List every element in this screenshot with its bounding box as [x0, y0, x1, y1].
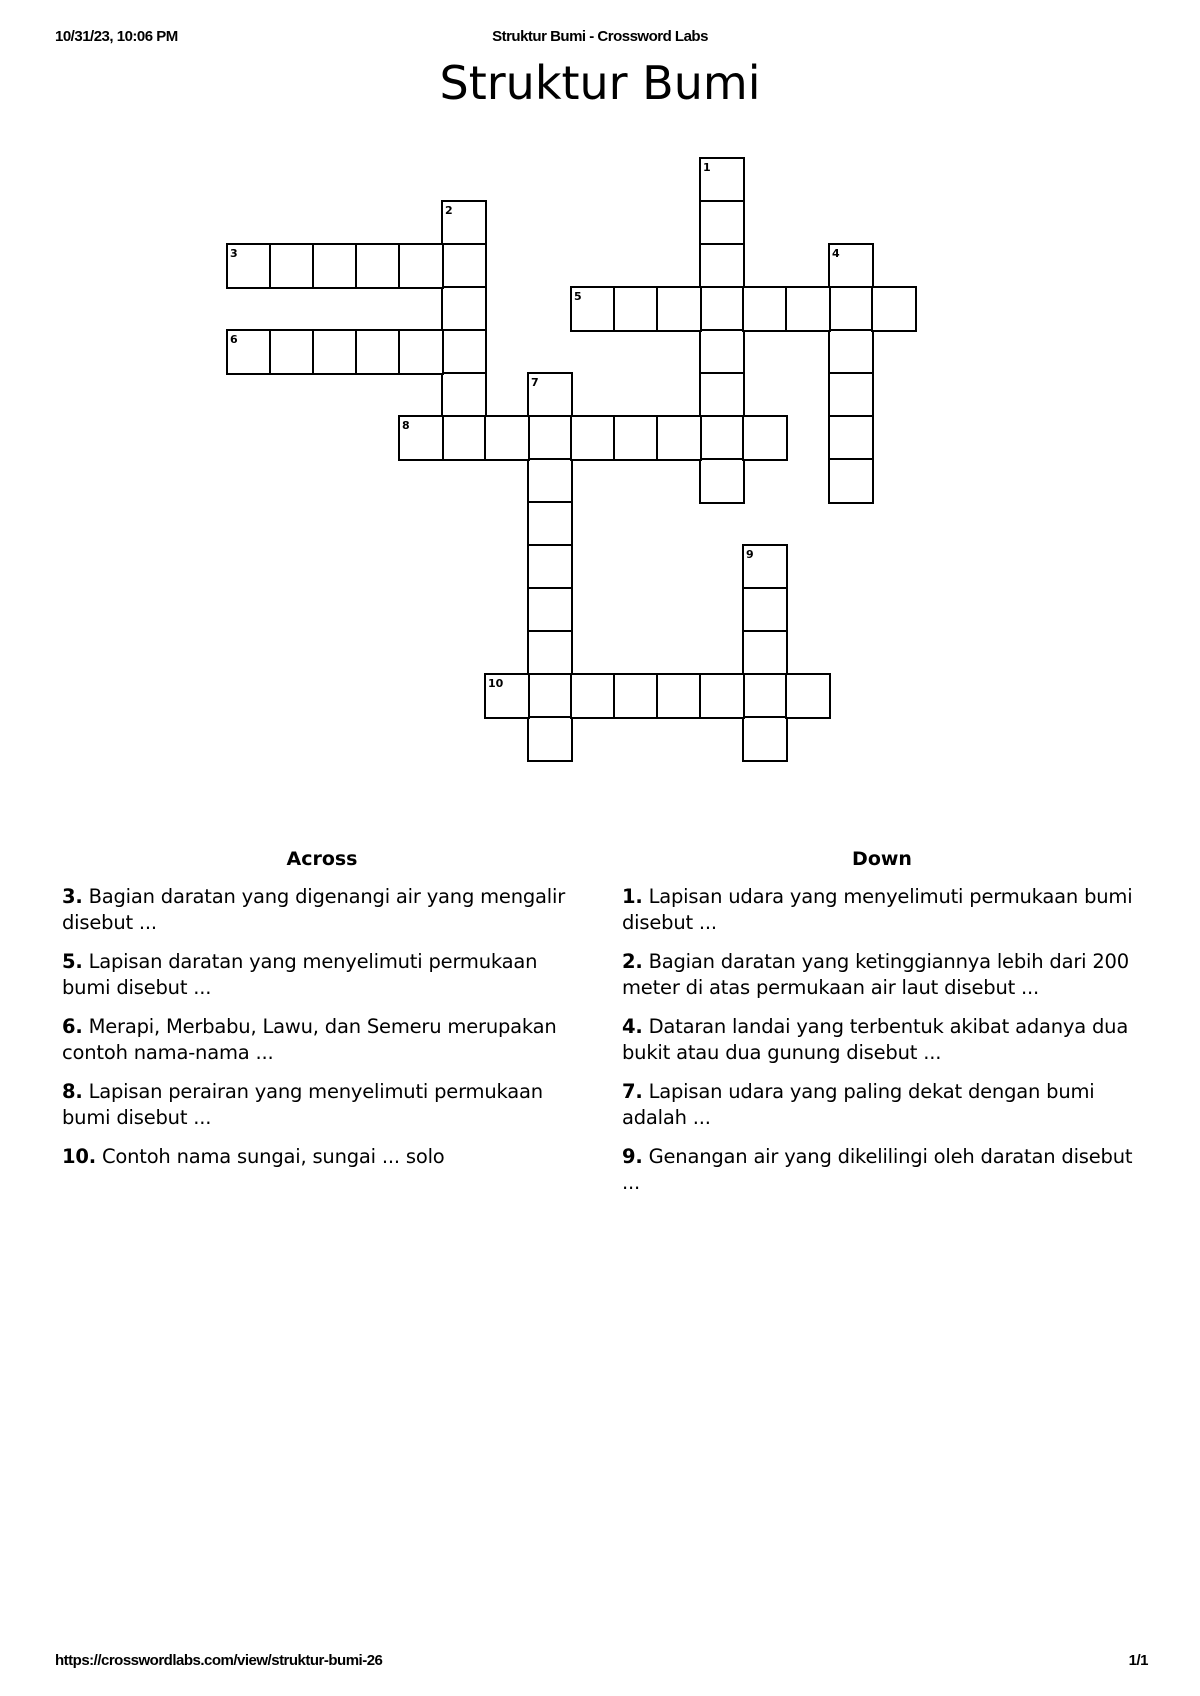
across-clues — [62, 848, 582, 1183]
crossword-cell[interactable] — [484, 673, 530, 719]
puzzle-title: Struktur Bumi — [439, 56, 761, 110]
crossword-cell[interactable] — [742, 286, 788, 332]
crossword-cell[interactable] — [570, 286, 616, 332]
crossword-cell[interactable] — [742, 630, 788, 676]
clue-number: 5. — [62, 950, 83, 973]
clue-text: Bagian daratan yang digenangi air yang mengalir disebut ... — [62, 885, 566, 934]
crossword-cell[interactable] — [656, 286, 702, 332]
cell-number: 8 — [402, 419, 410, 432]
clue-text: Dataran landai yang terbentuk akibat adanya dua bukit atau dua gunung disebut ... — [622, 1015, 1129, 1064]
clue-text: Lapisan daratan yang menyelimuti permukaan bumi disebut ... — [62, 950, 538, 999]
down-clue — [622, 1144, 1142, 1196]
cell-number: 7 — [531, 376, 539, 389]
across-clue — [62, 1014, 582, 1066]
crossword-cell[interactable] — [398, 329, 444, 375]
crossword-cell[interactable] — [441, 243, 487, 289]
crossword-cell[interactable] — [742, 415, 788, 461]
crossword-cell[interactable] — [699, 157, 745, 203]
print-page-number: 1/1 — [1128, 1652, 1148, 1669]
clue-number: 1. — [622, 885, 643, 908]
clue-text: Lapisan perairan yang menyelimuti permukaan bumi disebut ... — [62, 1080, 543, 1129]
crossword-cell[interactable] — [742, 673, 788, 719]
clue-text: Lapisan udara yang menyelimuti permukaan bumi disebut ... — [622, 885, 1133, 934]
clue-number: 7. — [622, 1080, 643, 1103]
clue-number: 8. — [62, 1080, 83, 1103]
crossword-cell[interactable] — [269, 243, 315, 289]
crossword-cell[interactable] — [312, 243, 358, 289]
crossword-cell[interactable] — [527, 501, 573, 547]
down-clue — [622, 1079, 1142, 1131]
clue-number: 9. — [622, 1145, 643, 1168]
crossword-cell[interactable] — [226, 243, 272, 289]
clue-number: 6. — [62, 1015, 83, 1038]
crossword-cell[interactable] — [613, 286, 659, 332]
crossword-cell[interactable] — [699, 458, 745, 504]
crossword-cell[interactable] — [441, 415, 487, 461]
crossword-cell[interactable] — [527, 630, 573, 676]
down-clue — [622, 949, 1142, 1001]
crossword-cell[interactable] — [699, 415, 745, 461]
crossword-cell[interactable] — [355, 243, 401, 289]
print-url: https://crosswordlabs.com/view/struktur-bumi-26 — [55, 1652, 383, 1669]
clue-text: Merapi, Merbabu, Lawu, dan Semeru merupakan contoh nama-nama ... — [62, 1015, 557, 1064]
cell-number: 6 — [230, 333, 238, 346]
clue-text: Lapisan udara yang paling dekat dengan bumi adalah ... — [622, 1080, 1095, 1129]
crossword-cell[interactable] — [398, 243, 444, 289]
crossword-cell[interactable] — [484, 415, 530, 461]
cell-number: 2 — [445, 204, 453, 217]
crossword-cell[interactable] — [785, 286, 831, 332]
crossword-cell[interactable] — [828, 372, 874, 418]
crossword-cell[interactable] — [441, 372, 487, 418]
down-heading: Down — [852, 848, 912, 870]
crossword-cell[interactable] — [312, 329, 358, 375]
across-clue — [62, 1144, 582, 1170]
crossword-cell[interactable] — [699, 673, 745, 719]
crossword-cell[interactable] — [828, 329, 874, 375]
crossword-cell[interactable] — [828, 415, 874, 461]
crossword-cell[interactable] — [269, 329, 315, 375]
cell-number: 3 — [230, 247, 238, 260]
clue-text: Contoh nama sungai, sungai ... solo — [101, 1145, 445, 1168]
across-clue — [62, 884, 582, 936]
crossword-cell[interactable] — [570, 415, 616, 461]
crossword-cell[interactable] — [742, 716, 788, 762]
crossword-cell[interactable] — [656, 673, 702, 719]
crossword-cell[interactable] — [613, 673, 659, 719]
across-clue — [62, 949, 582, 1001]
crossword-cell[interactable] — [785, 673, 831, 719]
crossword-cell[interactable] — [527, 673, 573, 719]
crossword-cell[interactable] — [699, 200, 745, 246]
clue-text: Bagian daratan yang ketinggiannya lebih dari 200 meter di atas permukaan air laut disebut ... — [622, 950, 1129, 999]
crossword-cell[interactable] — [742, 544, 788, 590]
clue-text: Genangan air yang dikelilingi oleh daratan disebut ... — [622, 1145, 1133, 1194]
cell-number: 10 — [488, 677, 504, 690]
crossword-cell[interactable] — [441, 286, 487, 332]
cell-number: 1 — [703, 161, 711, 174]
crossword-cell[interactable] — [226, 329, 272, 375]
down-clue — [622, 1014, 1142, 1066]
crossword-cell[interactable] — [828, 458, 874, 504]
crossword-cell[interactable] — [527, 372, 573, 418]
clue-number: 4. — [622, 1015, 643, 1038]
down-clues — [622, 848, 1142, 1209]
clue-number: 10. — [62, 1145, 96, 1168]
cell-number: 5 — [574, 290, 582, 303]
crossword-cell[interactable] — [527, 544, 573, 590]
print-datetime: 10/31/23, 10:06 PM — [55, 28, 178, 45]
crossword-cell[interactable] — [441, 200, 487, 246]
crossword-grid — [0, 0, 1200, 820]
down-clue — [622, 884, 1142, 936]
crossword-cell[interactable] — [398, 415, 444, 461]
crossword-cell[interactable] — [527, 716, 573, 762]
crossword-cell[interactable] — [355, 329, 401, 375]
crossword-cell[interactable] — [699, 286, 745, 332]
crossword-cell[interactable] — [871, 286, 917, 332]
across-heading: Across — [286, 848, 358, 870]
crossword-cell[interactable] — [828, 243, 874, 289]
across-clue — [62, 1079, 582, 1131]
crossword-cell[interactable] — [527, 415, 573, 461]
crossword-cell[interactable] — [742, 587, 788, 633]
crossword-cell[interactable] — [570, 673, 616, 719]
clue-number: 2. — [622, 950, 643, 973]
crossword-cell[interactable] — [527, 587, 573, 633]
crossword-cell[interactable] — [699, 329, 745, 375]
print-doc-title: Struktur Bumi - Crossword Labs — [492, 28, 708, 45]
crossword-cell[interactable] — [656, 415, 702, 461]
crossword-cell[interactable] — [613, 415, 659, 461]
cell-number: 9 — [746, 548, 754, 561]
clue-number: 3. — [62, 885, 83, 908]
cell-number: 4 — [832, 247, 840, 260]
crossword-cell[interactable] — [699, 372, 745, 418]
crossword-cell[interactable] — [699, 243, 745, 289]
crossword-cell[interactable] — [527, 458, 573, 504]
crossword-cell[interactable] — [441, 329, 487, 375]
crossword-cell[interactable] — [828, 286, 874, 332]
